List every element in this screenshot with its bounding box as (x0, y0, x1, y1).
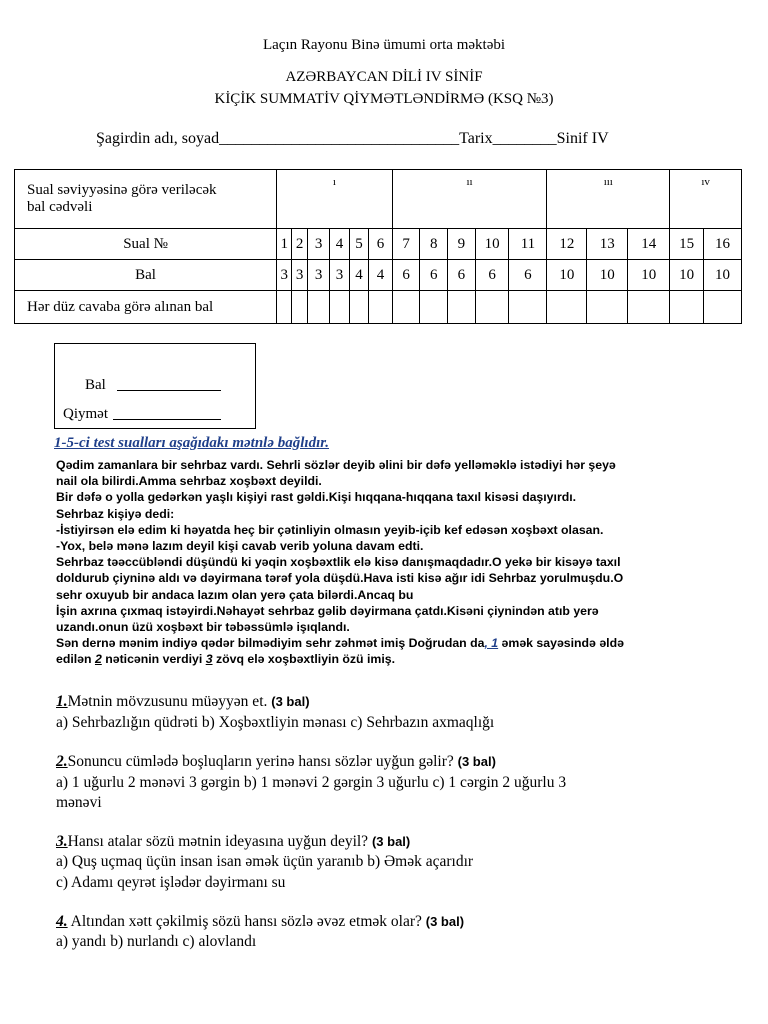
question-points: (3 bal) (425, 914, 465, 929)
student-info-line: Şagirdin adı, soyad______________________________Tarix________Sinif IV (96, 130, 609, 147)
points-cell: 3 (292, 260, 307, 291)
question-number-cell: 9 (448, 229, 476, 260)
points-cell: 3 (330, 260, 349, 291)
points-cell: 4 (349, 260, 368, 291)
question-3-options-cont[interactable]: c) Adamı qeyrət işlədər dəyirmanı su (56, 874, 286, 891)
test-subtitle: KİÇİK SUMMATİV QİYMƏTLƏNDİRMƏ (KSQ №3) (214, 91, 554, 107)
row-label-earned: Hər düz cavaba görə alınan bal (15, 291, 277, 324)
points-cell: 6 (392, 260, 420, 291)
levels-label-line2: bal cədvəli (27, 199, 93, 215)
passage-line (56, 651, 746, 667)
points-cell: 6 (448, 260, 476, 291)
question-text: Sonuncu cümlədə boşluqların yerinə hansı sözlər uyğun gəlir? (67, 753, 458, 770)
question-1-options[interactable]: a) Sehrbazlığın qüdrəti b) Xoşbəxtliyin mənası c) Sehrbazın axmaqlığı (56, 714, 495, 731)
question-number-cell: 15 (670, 229, 704, 260)
level-cell: ı (277, 170, 393, 229)
question-number: 3. (56, 833, 68, 850)
qiymet-line[interactable] (113, 419, 221, 420)
passage-line: nail ola bilirdi.Amma sehrbaz xoşbəxt deyildi. (56, 474, 322, 489)
qiymet-label: Qiymət (63, 406, 108, 422)
levels-label-line1: Sual səviyyəsinə görə veriləcək (27, 182, 217, 198)
question-number-cell: 7 (392, 229, 420, 260)
question-2-options-cont[interactable]: mənəvi (56, 794, 102, 811)
question-number: 1. (56, 693, 68, 710)
question-2 (56, 753, 496, 771)
question-4 (56, 913, 464, 931)
passage-line: doldurub çiyninə aldı və dəyirmana tərəf yola düşdü.Hava isti kisə ağır idi Sehrbaz yorulmuşdu.O (56, 571, 624, 586)
question-4-options[interactable]: a) yandı b) nurlandı c) alovlandı (56, 933, 257, 950)
earned-cell[interactable] (475, 291, 509, 324)
question-points: (3 bal) (371, 834, 411, 849)
points-cell: 4 (369, 260, 393, 291)
points-cell: 10 (587, 260, 628, 291)
passage-text-segment: Sən dernə mənim indiyə qədər bilmədiyim sehr zəhmət imiş Doğrudan da (56, 636, 485, 651)
passage-text-segment: nəticənin verdiyi (101, 652, 206, 667)
earned-cell[interactable] (369, 291, 393, 324)
passage-text (56, 457, 746, 668)
question-number-cell: 2 (292, 229, 307, 260)
passage-line: Qədim zamanlara bir sehrbaz vardı. Sehrli sözlər deyib əlini bir dəfə yelləməklə istədiyi hər şeyə (56, 458, 616, 472)
row-label-question-number: Sual № (15, 229, 277, 260)
score-table (14, 169, 742, 324)
question-1 (56, 693, 310, 711)
earned-cell[interactable] (448, 291, 476, 324)
points-cell: 10 (547, 260, 587, 291)
earned-cell[interactable] (392, 291, 420, 324)
question-number-cell: 13 (587, 229, 628, 260)
question-2-options[interactable]: a) 1 uğurlu 2 mənəvi 3 gərgin b) 1 mənəvi 2 gərgin 3 uğurlu c) 1 cərgin 2 uğurlu 3 (56, 774, 567, 791)
blank-marker-1: , 1 (484, 636, 499, 651)
level-cell: ıı (392, 170, 547, 229)
question-text: Mətnin mövzusunu müəyyən et. (67, 693, 272, 710)
points-cell: 6 (420, 260, 448, 291)
points-cell: 3 (277, 260, 292, 291)
earned-cell[interactable] (670, 291, 704, 324)
passage-text-segment: zövq elə xoşbəxtliyin özü imiş. (212, 652, 395, 667)
earned-cell[interactable] (330, 291, 349, 324)
question-number: 2. (56, 753, 68, 770)
question-number-cell: 3 (307, 229, 330, 260)
table-row (15, 260, 742, 291)
question-text: Altından xətt çəkilmiş sözü hansı sözlə əvəz etmək olar? (67, 913, 426, 930)
points-cell: 10 (628, 260, 670, 291)
passage-text-segment: edilən (56, 652, 95, 667)
question-text: Hansı atalar sözü mətnin ideyasına uyğun deyil? (67, 833, 372, 850)
level-cell: ıv (670, 170, 742, 229)
table-row (15, 170, 742, 229)
question-number-cell: 4 (330, 229, 349, 260)
points-cell: 6 (475, 260, 509, 291)
passage-line: -Yox, belə mənə lazım deyil kişi cavab verib yoluna davam edti. (56, 539, 424, 554)
question-number-cell: 14 (628, 229, 670, 260)
question-number-cell: 10 (475, 229, 509, 260)
earned-cell[interactable] (628, 291, 670, 324)
test-title: AZƏRBAYCAN DİLİ IV SİNİF (285, 69, 483, 85)
earned-cell[interactable] (349, 291, 368, 324)
passage-line (56, 635, 746, 651)
passage-line: Bir dəfə o yolla gedərkən yaşlı kişiyi rast gəldi.Kişi hıqqana-hıqqana taxıl kisəsi daşıyırdı. (56, 490, 577, 505)
question-number-cell: 1 (277, 229, 292, 260)
blank-marker-2: 2 (94, 652, 102, 667)
blank-marker-3: 3 (205, 652, 213, 667)
row-label-points: Bal (15, 260, 277, 291)
earned-cell[interactable] (420, 291, 448, 324)
table-row (15, 291, 742, 324)
earned-cell[interactable] (509, 291, 547, 324)
passage-line: İşin axrına çıxmaq istəyirdi.Nəhayət sehrbaz gəlib dəyirmana çatdı.Kisəni çiynindən atıb yerə (56, 603, 599, 618)
points-cell: 6 (509, 260, 547, 291)
question-number-cell: 5 (349, 229, 368, 260)
bal-line[interactable] (117, 390, 221, 391)
points-cell: 10 (670, 260, 704, 291)
question-number-cell: 11 (509, 229, 547, 260)
question-points: (3 bal) (457, 754, 496, 769)
passage-line: sehr oxuyub bir andaca lazım olan yerə çata bilərdi.Ancaq bu (56, 587, 414, 602)
points-cell: 10 (703, 260, 741, 291)
earned-cell[interactable] (277, 291, 292, 324)
question-number-cell: 8 (420, 229, 448, 260)
question-points: (3 bal) (271, 694, 310, 709)
earned-cell[interactable] (292, 291, 307, 324)
question-3 (56, 833, 410, 851)
passage-line: -İstiyirsən elə edim ki həyatda heç bir çətinliyin olmasın yeyib-içib kef edəsən xoşbəxt olasan. (56, 522, 604, 537)
question-number: 4. (56, 913, 68, 930)
level-cell: ııı (547, 170, 670, 229)
question-number-cell: 12 (547, 229, 587, 260)
earned-cell[interactable] (587, 291, 628, 324)
earned-cell[interactable] (547, 291, 587, 324)
earned-cell[interactable] (703, 291, 741, 324)
points-cell: 3 (307, 260, 330, 291)
table-row (15, 229, 742, 260)
passage-line: uzandı.onun üzü xoşbəxt bir təbəssümlə işıqlandı. (56, 620, 350, 635)
school-name: Laçın Rayonu Binə ümumi orta məktəbi (262, 37, 506, 53)
question-number-cell: 6 (369, 229, 393, 260)
bal-label: Bal (85, 377, 106, 393)
passage-line: Sehrbaz kişiyə dedi: (56, 506, 175, 521)
row-label-levels (15, 170, 277, 229)
passage-text-segment: əmək sayəsində əldə (498, 636, 624, 651)
passage-title: 1-5-ci test sualları aşağıdakı mətnlə bağlıdır. (54, 435, 330, 451)
passage-line: Sehrbaz təəccübləndi düşündü ki yəqin xoşbəxtlik elə kisə danışmaqdadır.O yekə bir kisəyə taxıl (56, 555, 621, 570)
question-3-options[interactable]: a) Quş uçmaq üçün insan isan əmək üçün yaranıb b) Əmək açarıdır (56, 853, 474, 870)
question-number-cell: 16 (703, 229, 741, 260)
earned-cell[interactable] (307, 291, 330, 324)
score-box (54, 343, 256, 429)
